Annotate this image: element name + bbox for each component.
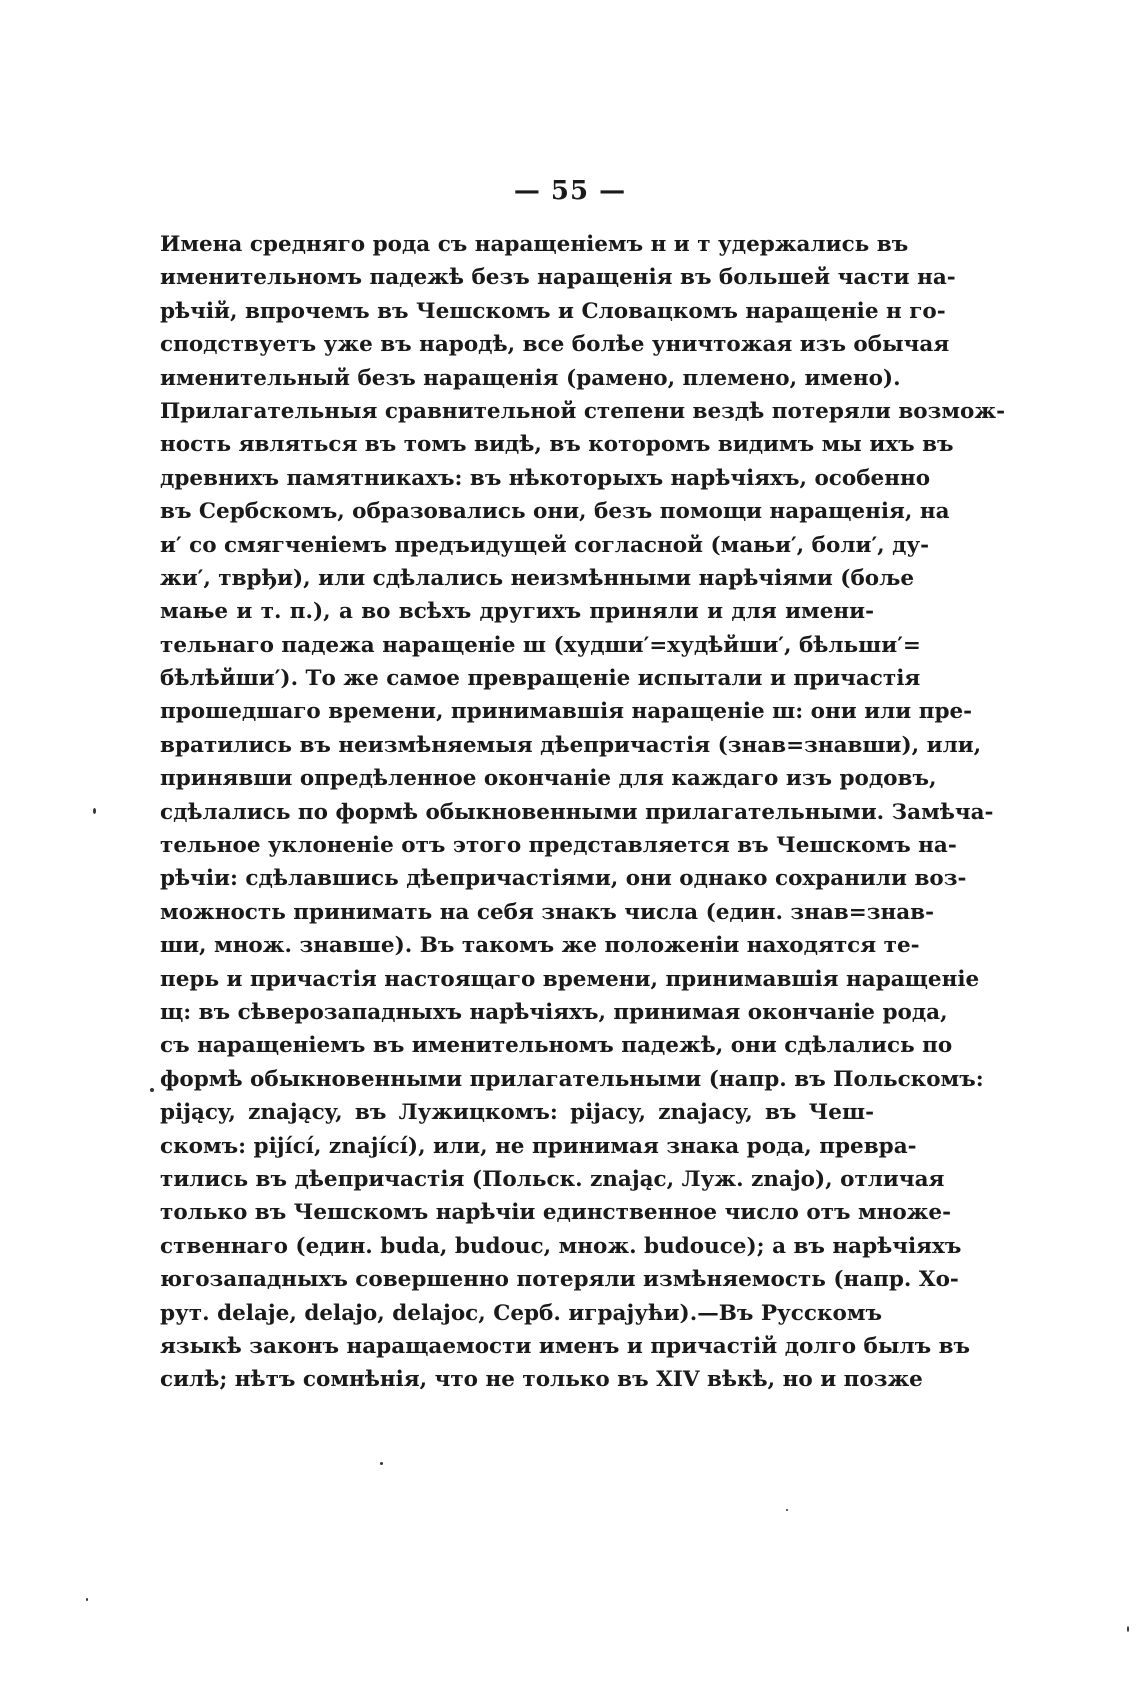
text-line: рѣчіи: сдѣлавшись дѣепричастіями, они однако сохранили воз- — [160, 866, 967, 892]
text-line: древнихъ памятникахъ: въ нѣкоторыхъ нарѣчіяхъ, особенно — [160, 465, 931, 491]
text-line: съ наращеніемъ въ именительномъ падежѣ, они сдѣлались по — [160, 1033, 953, 1059]
text-line: въ Сербскомъ, образовались они, безъ помощи наращенія, на — [160, 499, 950, 525]
text-line: сподствуетъ уже въ народѣ, все болѣе уничтожая изъ обычая — [160, 332, 950, 358]
text-line: именительномъ падежѣ безъ наращенія въ большей части на- — [160, 265, 956, 291]
text-line: мање и т. п.), а во всѣхъ другихъ приняли и для имени- — [160, 599, 874, 625]
text-line: вратились въ неизмѣняемыя дѣепричастія (знав=знавши), или, — [160, 732, 982, 758]
text-line: Прилагательныя сравнительной степени вездѣ потеряли возмож- — [160, 398, 1006, 424]
text-line: прошедшаго времени, принимавшія наращеніе ш: они или пре- — [160, 699, 973, 725]
scan-speck — [1127, 1626, 1129, 1632]
scan-speck — [86, 1598, 88, 1601]
body-text — [160, 228, 1006, 1397]
text-line: рут. delaje, delajo, delajoc, Серб. играјући).—Въ Русскомъ — [160, 1300, 883, 1326]
text-line: рѣчій, впрочемъ въ Чешскомъ и Словацкомъ наращеніе н го- — [160, 298, 946, 324]
scan-speck — [150, 1088, 154, 1092]
text-line: тельнаго падежа наращеніе ш (худши′=худѣйши′, бѣльши′= — [160, 632, 921, 658]
text-line: скомъ: pijící, znající), или, не принимая знака рода, превра- — [160, 1133, 917, 1159]
text-line: жи′, тврђи), или сдѣлались неизмѣнными нарѣчіями (боље — [160, 565, 915, 591]
text-line: ственнаго (един. buda, budouc, множ. budouce); а въ нарѣчіяхъ — [160, 1233, 962, 1259]
text-line: тельное уклоненіе отъ этого представляется въ Чешскомъ на- — [160, 833, 957, 859]
text-line: ши, множ. знавше). Въ такомъ же положеніи находятся те- — [160, 933, 920, 959]
text-line: языкѣ законъ наращаемости именъ и причастій долго былъ въ — [160, 1333, 971, 1359]
text-line: силѣ; нѣтъ сомнѣнія, что не только въ XIV вѣкѣ, но и позже — [160, 1367, 923, 1393]
text-line: именительный безъ наращенія (рамено, племено, имено). — [160, 365, 901, 391]
text-line: тились въ дѣепричастія (Польск. znając, Луж. znajo), отличая — [160, 1166, 945, 1192]
text-line: pijący, znający, въ Лужицкомъ: pijacy, znajacy, въ Чеш- — [160, 1100, 874, 1126]
scan-speck — [93, 808, 96, 814]
text-line: ность являться въ томъ видѣ, въ которомъ видимъ мы ихъ въ — [160, 432, 954, 458]
scan-speck — [380, 1462, 383, 1465]
text-line: и′ со смягченіемъ предъидущей согласной (мањи′, боли′, ду- — [160, 532, 930, 558]
text-line: можность принимать на себя знакъ числа (един. знав=знав- — [160, 899, 934, 925]
text-line: перь и причастія настоящаго времени, принимавшія наращеніе — [160, 966, 980, 992]
page-number: — 55 — — [513, 176, 627, 206]
text-line: сдѣлались по формѣ обыкновенными прилагательными. Замѣча- — [160, 799, 994, 825]
text-line: бѣлѣйши′). То же самое превращеніе испытали и причастія — [160, 666, 921, 692]
text-line: югозападныхъ совершенно потеряли измѣняемость (напр. Хо- — [160, 1267, 959, 1293]
text-line: щ: въ сѣверозападныхъ нарѣчіяхъ, принимая окончаніе рода, — [160, 999, 948, 1025]
text-line: формѣ обыкновенными прилагательными (напр. въ Польскомъ: — [160, 1066, 984, 1092]
text-line: Имена средняго рода съ наращеніемъ н и т удержались въ — [160, 232, 909, 257]
scan-speck — [786, 1509, 788, 1511]
text-line: принявши опредѣленное окончаніе для каждаго изъ родовъ, — [160, 766, 937, 792]
text-line: только въ Чешскомъ нарѣчіи единственное число отъ множе- — [160, 1200, 952, 1226]
